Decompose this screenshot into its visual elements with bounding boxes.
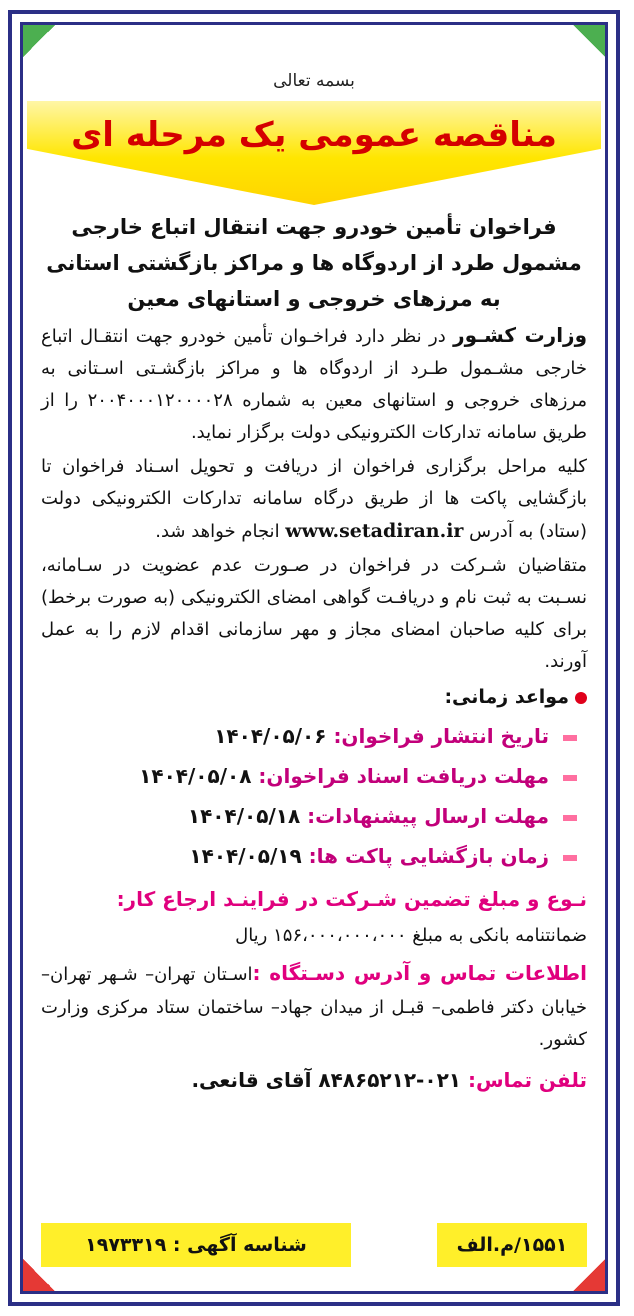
schedule-date: ۱۴۰۴/۰۵/۱۹ (189, 844, 309, 868)
schedule-label: زمان بازگشایی پاکت ها: (308, 844, 549, 868)
subtitle-line: فراخوان تأمین خودرو جهت انتقال اتباع خارجی (71, 215, 557, 239)
schedule-item (41, 756, 577, 796)
process-text: کلیه مراحل برگزاری فراخوان از دریافت و تحویل اسـناد فراخوان تا بازگشایی پاکت ها از طریق درگاه سامانه تدارکات الکترونیکی دولت (ستاد) به آدرس (41, 456, 587, 542)
process-text-end: انجام خواهد شد. (155, 521, 286, 542)
schedule-heading-text: مواعد زمانی: (444, 686, 569, 708)
ad-code-badge: ۱۵۵۱/م.الف (437, 1223, 587, 1267)
intro-paragraph (41, 319, 587, 449)
ad-id-badge: شناسه آگهی : ۱۹۷۳۳۱۹ (41, 1223, 351, 1267)
applicants-paragraph: متقاضیان شـرکت در فراخوان در صـورت عدم عضویت در سـامانه، نسـبت به ثبت نام و دریافـت گواهی امضای الکترونیکی (به صورت برخط) برای کلیه صاحبان امضای مجاز و مهر سازمانی اقدام لازم را به عمل آورند. (41, 555, 587, 672)
schedule-item (41, 716, 577, 756)
org-name: وزارت کشـور (453, 323, 587, 347)
dash-icon (563, 855, 577, 861)
page-title: مناقصه عمومی یک مرحله ای (71, 115, 557, 155)
guarantee-text: ضمانتنامه بانکی به مبلغ ۱۵۶،۰۰۰،۰۰۰،۰۰۰ ریال (235, 925, 587, 946)
phone-label: تلفن تماس: (460, 1068, 587, 1092)
schedule-item (41, 836, 577, 876)
website-link[interactable]: www.setadiran.ir (285, 520, 464, 542)
schedule-label: مهلت ارسال پیشنهادات: (307, 804, 549, 828)
ad-frame-outer (8, 10, 620, 1306)
schedule-list (41, 716, 577, 876)
schedule-label: تاریخ انتشار فراخوان: (333, 724, 549, 748)
schedule-label: مهلت دریافت اسناد فراخوان: (258, 764, 549, 788)
ad-frame-inner (20, 22, 608, 1294)
bismillah: بسمه تعالی (273, 71, 355, 91)
bullet-icon (575, 692, 587, 704)
title-banner (27, 101, 601, 205)
schedule-heading (41, 680, 587, 714)
intro-text: در نظر دارد فراخـوان تأمین خودرو جهت انتقـال اتباع خارجی مشـمول طـرد از اردوگاه ها و مراکز بازگشـتی اسـتانی به مرزهای خروجی و استانهای معین به شماره ۲۰۰۴۰۰۰۱۲۰۰۰۰۲۸ را از طریق سامانه تدارکات الکترونیکی دولت برگزار نماید. (41, 326, 587, 443)
guarantee-heading: نـوع و مبلغ تضمین شـرکت در فراینـد ارجاع کار: (116, 887, 587, 911)
schedule-item (41, 796, 577, 836)
contact-heading: اطلاعات تماس و آدرس دسـتگاه : (252, 961, 588, 985)
ad-footer (41, 1223, 587, 1267)
phone-line (41, 1060, 587, 1100)
phone-value: ۰۲۱-۸۴۸۶۵۲۱۲ آقای قانعی. (191, 1068, 461, 1092)
schedule-date: ۱۴۰۴/۰۵/۰۸ (139, 764, 259, 788)
dash-icon (563, 815, 577, 821)
contact-address: اسـتان تهران– شـهر تهران– خیابان دکتر فاطمی– قبـل از میدان جهاد– ساختمان ستاد مرکزی وزارت کشور. (41, 964, 587, 1050)
subtitle (41, 209, 587, 317)
ad-content (41, 37, 587, 1100)
subtitle-line: به مرزهای خروجی و استانهای معین (127, 287, 501, 311)
contact-paragraph (41, 954, 587, 1056)
dash-icon (563, 735, 577, 741)
dash-icon (563, 775, 577, 781)
schedule-date: ۱۴۰۴/۰۵/۰۶ (214, 724, 334, 748)
subtitle-line: مشمول طرد از اردوگاه ها و مراکز بازگشتی استانی (46, 251, 582, 275)
schedule-date: ۱۴۰۴/۰۵/۱۸ (187, 804, 308, 828)
process-paragraph (41, 451, 587, 548)
